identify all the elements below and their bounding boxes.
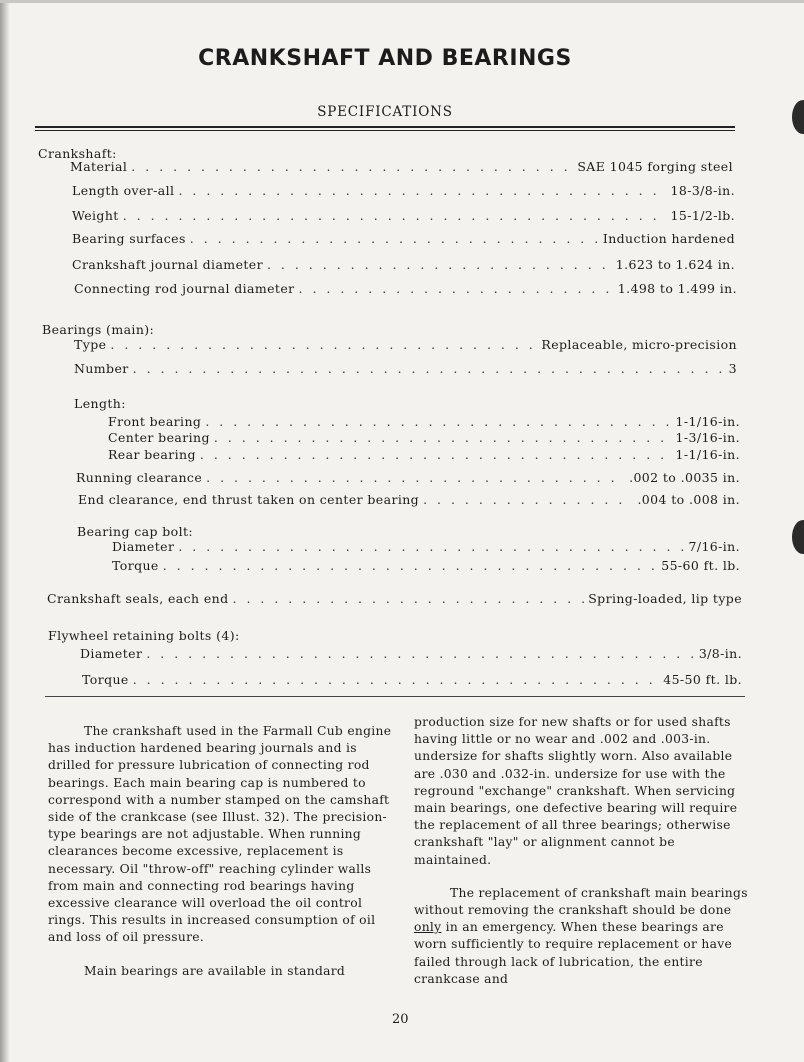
spec-value: .004 to .008 in.	[637, 492, 740, 507]
leader-dots	[163, 558, 658, 573]
spec-label: Front bearing	[108, 414, 202, 429]
spec-label: Number	[74, 361, 129, 376]
spec-value: 18-3/8-in.	[670, 183, 735, 198]
body-paragraph: The crankshaft used in the Farmall Cub engine has induction hardened bearing journals and is drilled for pressure lubrication of connecting rod bearings. Each main bearing cap is numbered to correspond with a number stamped on the camshaft side of the crankcase (see Illust. 32). The precision-type bearings are not adjustable. When running clearances become excessive, replacement is necessary. Oil "throw-off" reaching cylinder walls from main and connecting rod bearings having excessive clearance will overload the oil control rings. This results in increased consumption of oil and loss of oil pressure.	[48, 724, 392, 945]
leader-dots	[299, 281, 614, 296]
binder-hole	[792, 520, 804, 554]
spec-row	[82, 672, 742, 687]
spec-row	[112, 539, 740, 554]
spec-value: 1-1/16-in.	[675, 414, 740, 429]
spec-row	[74, 361, 737, 376]
spec-label: Weight	[72, 208, 119, 223]
page-edge-shadow	[0, 0, 10, 1062]
spec-label: Type	[74, 337, 107, 352]
spec-row	[78, 492, 740, 507]
leader-dots	[233, 591, 585, 606]
leader-dots	[267, 257, 612, 272]
group-heading-flywheel: Flywheel retaining bolts (4):	[48, 628, 240, 643]
spec-value: Spring-loaded, lip type	[588, 591, 742, 606]
spec-label: Torque	[82, 672, 129, 687]
text-fragment: in an emergency. When these bearings are worn sufficiently to require replacement or have failed through lack of lubrication, the entire crankcase and	[414, 920, 733, 986]
subgroup-heading-length: Length:	[74, 396, 126, 411]
spec-value: SAE 1045 forging steel	[577, 159, 733, 174]
group-heading-bearings: Bearings (main):	[42, 322, 155, 337]
spec-value: 1-3/16-in.	[675, 430, 740, 445]
spec-row	[108, 414, 740, 429]
leader-dots	[110, 337, 537, 352]
top-rule	[35, 126, 735, 131]
spec-value: 15-1/2-lb.	[670, 208, 735, 223]
spec-label: Connecting rod journal diameter	[74, 281, 295, 296]
leader-dots	[423, 492, 633, 507]
spec-label: Crankshaft journal diameter	[72, 257, 263, 272]
body-paragraph: production size for new shafts or for used shafts having little or no wear and .002 and .003-in. undersize for shafts slightly worn. Also available are .030 and .032-in. undersize for use with the reground "exchange" crankshaft. When servicing main bearings, one defective bearing will require the replacement of all three bearings; otherwise crankshaft "lay" or alignment cannot be maintained.	[414, 715, 738, 867]
page-title: CRANKSHAFT AND BEARINGS	[198, 46, 572, 71]
leader-dots	[200, 447, 672, 462]
spec-row	[80, 646, 742, 661]
page-number: 20	[392, 1012, 409, 1027]
leader-dots	[206, 470, 625, 485]
spec-value: 1.498 to 1.499 in.	[617, 281, 737, 296]
spec-value: 45-50 ft. lb.	[663, 672, 742, 687]
spec-value: Induction hardened	[602, 231, 735, 246]
body-column-right	[414, 714, 749, 988]
spec-label: Bearing surfaces	[72, 231, 186, 246]
spec-label: Rear bearing	[108, 447, 196, 462]
leader-dots	[178, 183, 666, 198]
page-top-edge	[0, 0, 804, 3]
spec-row	[72, 257, 735, 272]
spec-row	[108, 447, 740, 462]
spec-value: 1.623 to 1.624 in.	[615, 257, 735, 272]
spec-row	[108, 430, 740, 445]
leader-dots	[131, 159, 573, 174]
leader-dots	[178, 539, 684, 554]
spec-row	[72, 231, 735, 246]
spec-value: 7/16-in.	[688, 539, 740, 554]
spec-label: Crankshaft seals, each end	[47, 591, 229, 606]
spec-label: Diameter	[80, 646, 143, 661]
spec-row	[47, 591, 742, 606]
spec-label: Material	[70, 159, 128, 174]
spec-label: Length over-all	[72, 183, 175, 198]
section-subtitle: SPECIFICATIONS	[317, 104, 453, 120]
leader-dots	[214, 430, 672, 445]
spec-row	[70, 159, 733, 174]
spec-value: .002 to .0035 in.	[629, 470, 740, 485]
spec-label: End clearance, end thrust taken on center bearing	[78, 492, 420, 507]
group-heading-crankshaft: Crankshaft:	[38, 146, 117, 161]
spec-value: Replaceable, micro-precision	[541, 337, 737, 352]
spec-value: 3	[728, 361, 737, 376]
spec-label: Center bearing	[108, 430, 210, 445]
spec-row	[74, 337, 737, 352]
spec-value: 3/8-in.	[698, 646, 742, 661]
spec-label: Diameter	[112, 539, 175, 554]
leader-dots	[205, 414, 671, 429]
text-fragment: The replacement of crankshaft main bearings without removing the crankshaft should be done	[414, 885, 748, 918]
spec-value: 55-60 ft. lb.	[661, 558, 740, 573]
spec-row	[74, 281, 737, 296]
subgroup-heading-cap-bolt: Bearing cap bolt:	[77, 524, 194, 539]
body-paragraph: Main bearings are available in standard	[84, 963, 346, 978]
leader-dots	[133, 672, 660, 687]
leader-dots	[146, 646, 695, 661]
spec-value: 1-1/16-in.	[675, 447, 740, 462]
leader-dots	[123, 208, 667, 223]
spec-label: Torque	[112, 558, 159, 573]
leader-dots	[133, 361, 725, 376]
underlined-word: only	[414, 920, 442, 935]
body-column-left	[48, 723, 393, 980]
spec-row	[112, 558, 740, 573]
spec-label: Running clearance	[76, 470, 203, 485]
spec-row	[72, 183, 735, 198]
binder-hole	[792, 100, 804, 134]
spec-row	[76, 470, 740, 485]
leader-dots	[190, 231, 599, 246]
spec-row	[72, 208, 735, 223]
bottom-rule	[45, 696, 745, 697]
body-paragraph	[414, 885, 749, 988]
